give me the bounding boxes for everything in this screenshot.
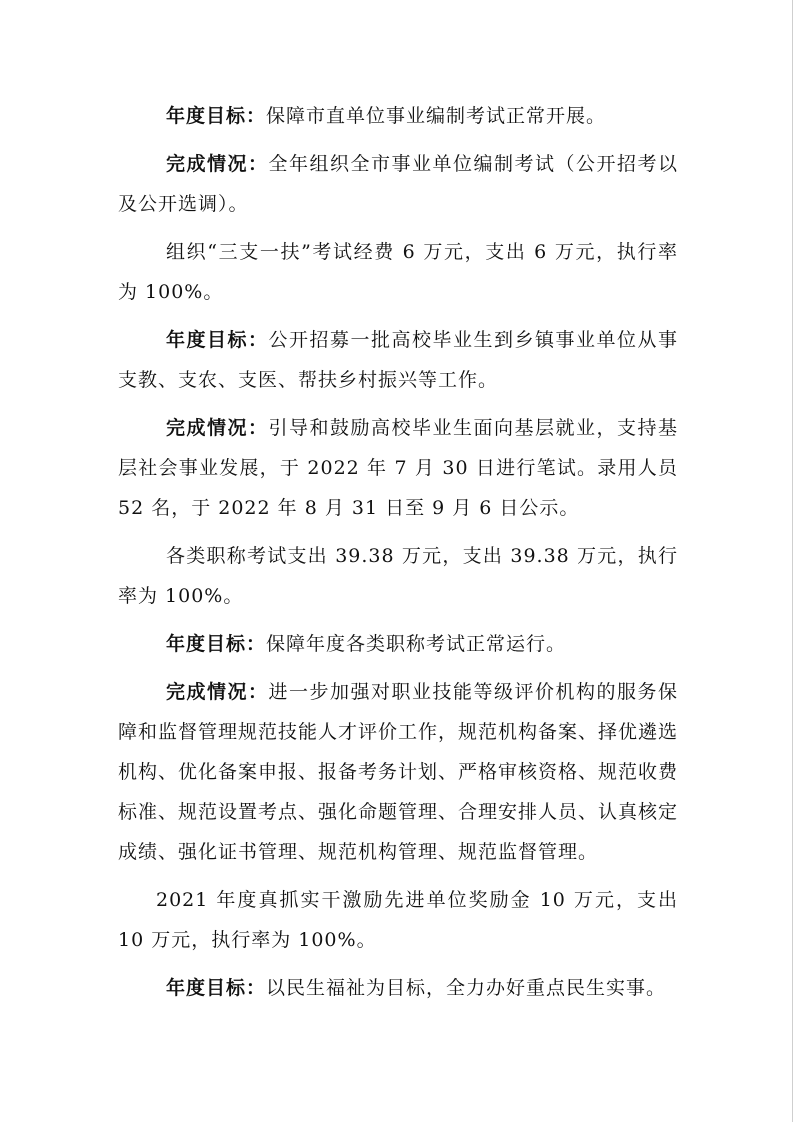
paragraph-annual-goal-1: [118, 96, 678, 136]
paragraph-label: 完成情况：: [166, 417, 269, 439]
paragraph-text: 保障年度各类职称考试正常运行。: [266, 633, 567, 655]
paragraph-budget-award: [118, 880, 678, 960]
paragraph-completion-3: [118, 672, 678, 872]
paragraph-label: 年度目标：: [166, 633, 267, 655]
paragraph-text: 2021 年度真抓实干激励先进单位奖励金 10 万元，支出 10 万元，执行率为 100%。: [118, 889, 678, 951]
document-body: [118, 96, 678, 1016]
paragraph-text: 组织“三支一扶”考试经费 6 万元，支出 6 万元，执行率为 100%。: [118, 241, 678, 303]
paragraph-annual-goal-2: [118, 320, 678, 400]
paragraph-text: 保障市直单位事业编制考试正常开展。: [266, 105, 607, 127]
paragraph-text: 以民生福祉为目标，全力办好重点民生实事。: [266, 977, 667, 999]
paragraph-label: 年度目标：: [166, 105, 267, 127]
paragraph-text: 公开招募一批高校毕业生到乡镇事业单位从事支教、支农、支医、帮扶乡村振兴等工作。: [118, 329, 678, 391]
paragraph-annual-goal-4: [118, 968, 678, 1008]
paragraph-text: 进一步加强对职业技能等级评价机构的服务保障和监督管理规范技能人才评价工作，规范机构备案、择优遴选机构、优化备案申报、报备考务计划、严格审核资格、规范收费标准、规范设置考点、强化命题管理、合理安排人员、认真核定成绩、强化证书管理、规范机构管理、规范监督管理。: [118, 681, 679, 863]
paragraph-completion-1: [118, 144, 678, 224]
paragraph-annual-goal-3: [118, 624, 678, 664]
paragraph-label: 年度目标：: [166, 329, 269, 351]
paragraph-text: 引导和鼓励高校毕业生面向基层就业，支持基层社会事业发展，于 2022 年 7 月 30 日进行笔试。录用人员 52 名，于 2022 年 8 月 31 日至 9 月 6 日公示。: [118, 417, 678, 519]
paragraph-budget-sanzhiyifu: [118, 232, 678, 312]
paragraph-budget-title-exams: [118, 536, 678, 616]
paragraph-completion-2: [118, 408, 678, 528]
paragraph-text: 全年组织全市事业单位编制考试（公开招考以及公开选调）。: [118, 153, 678, 215]
paragraph-label: 完成情况：: [166, 153, 269, 175]
paragraph-label: 完成情况：: [166, 681, 269, 703]
paragraph-label: 年度目标：: [166, 977, 267, 999]
paragraph-text: 各类职称考试支出 39.38 万元，支出 39.38 万元，执行率为 100%。: [118, 545, 678, 607]
